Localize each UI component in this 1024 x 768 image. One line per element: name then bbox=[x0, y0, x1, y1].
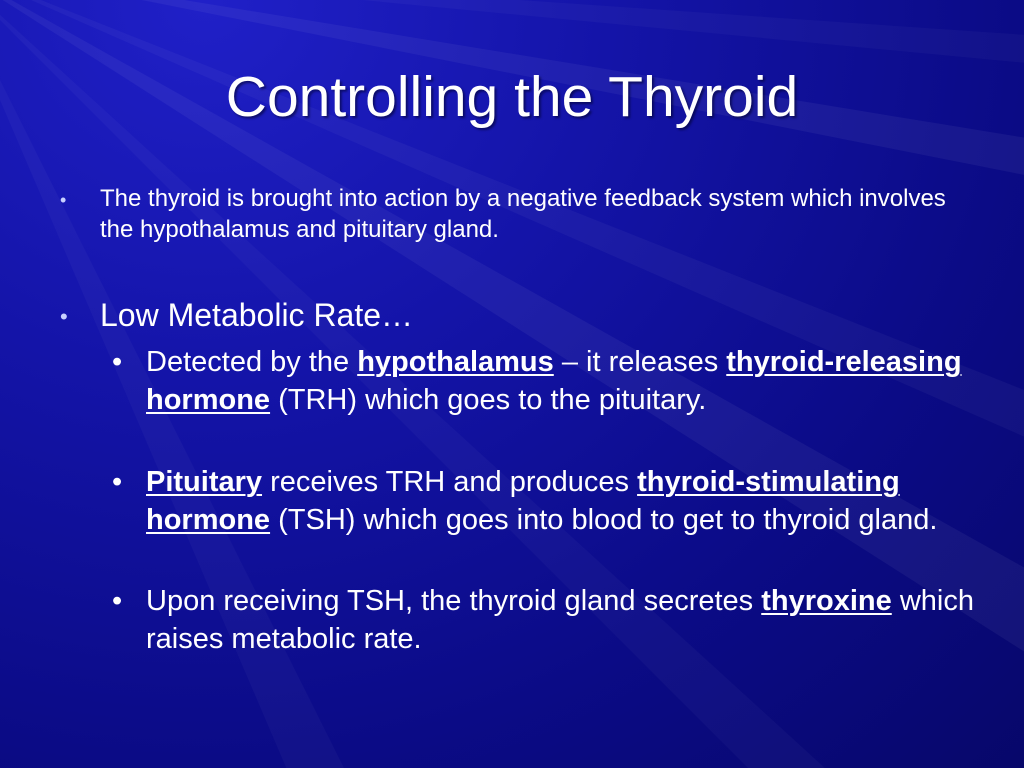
keyword-trh: thyroid-releasing hormone bbox=[146, 346, 962, 416]
text-fragment: – it releases bbox=[553, 346, 727, 378]
bullet-low-metabolic-rate: Low Metabolic Rate… bbox=[100, 297, 414, 333]
bullet-marker: • bbox=[60, 190, 67, 210]
sub-bullet-marker: • bbox=[112, 346, 123, 378]
text-fragment: (TSH) which goes into blood to get to thyroid gland. bbox=[270, 504, 938, 536]
text-fragment: Detected by the bbox=[146, 346, 358, 378]
text-fragment: (TRH) which goes to the pituitary. bbox=[270, 384, 707, 416]
keyword-thyroxine: thyroxine bbox=[761, 585, 892, 617]
keyword-tsh: thyroid-stimulating hormone bbox=[146, 466, 900, 536]
slide-title: Controlling the Thyroid bbox=[225, 65, 799, 129]
sub-bullet-marker: • bbox=[112, 466, 123, 498]
bullet-negative-feedback: The thyroid is brought into action by a negative feedback system which involves the hypothalamus and pituitary gland. bbox=[100, 185, 946, 243]
sub-bullet-hypothalamus bbox=[146, 343, 976, 419]
sub-bullet-thyroxine bbox=[146, 582, 976, 658]
text-fragment: Upon receiving TSH, the thyroid gland secretes bbox=[146, 585, 762, 617]
sub-bullet-pituitary bbox=[146, 463, 976, 539]
keyword-pituitary: Pituitary bbox=[146, 466, 263, 498]
text-fragment: receives TRH and produces bbox=[262, 466, 638, 498]
keyword-hypothalamus: hypothalamus bbox=[357, 346, 554, 378]
sub-bullet-marker: • bbox=[112, 585, 123, 617]
text-fragment: which raises metabolic rate. bbox=[146, 585, 974, 655]
bullet-marker: • bbox=[60, 304, 68, 329]
